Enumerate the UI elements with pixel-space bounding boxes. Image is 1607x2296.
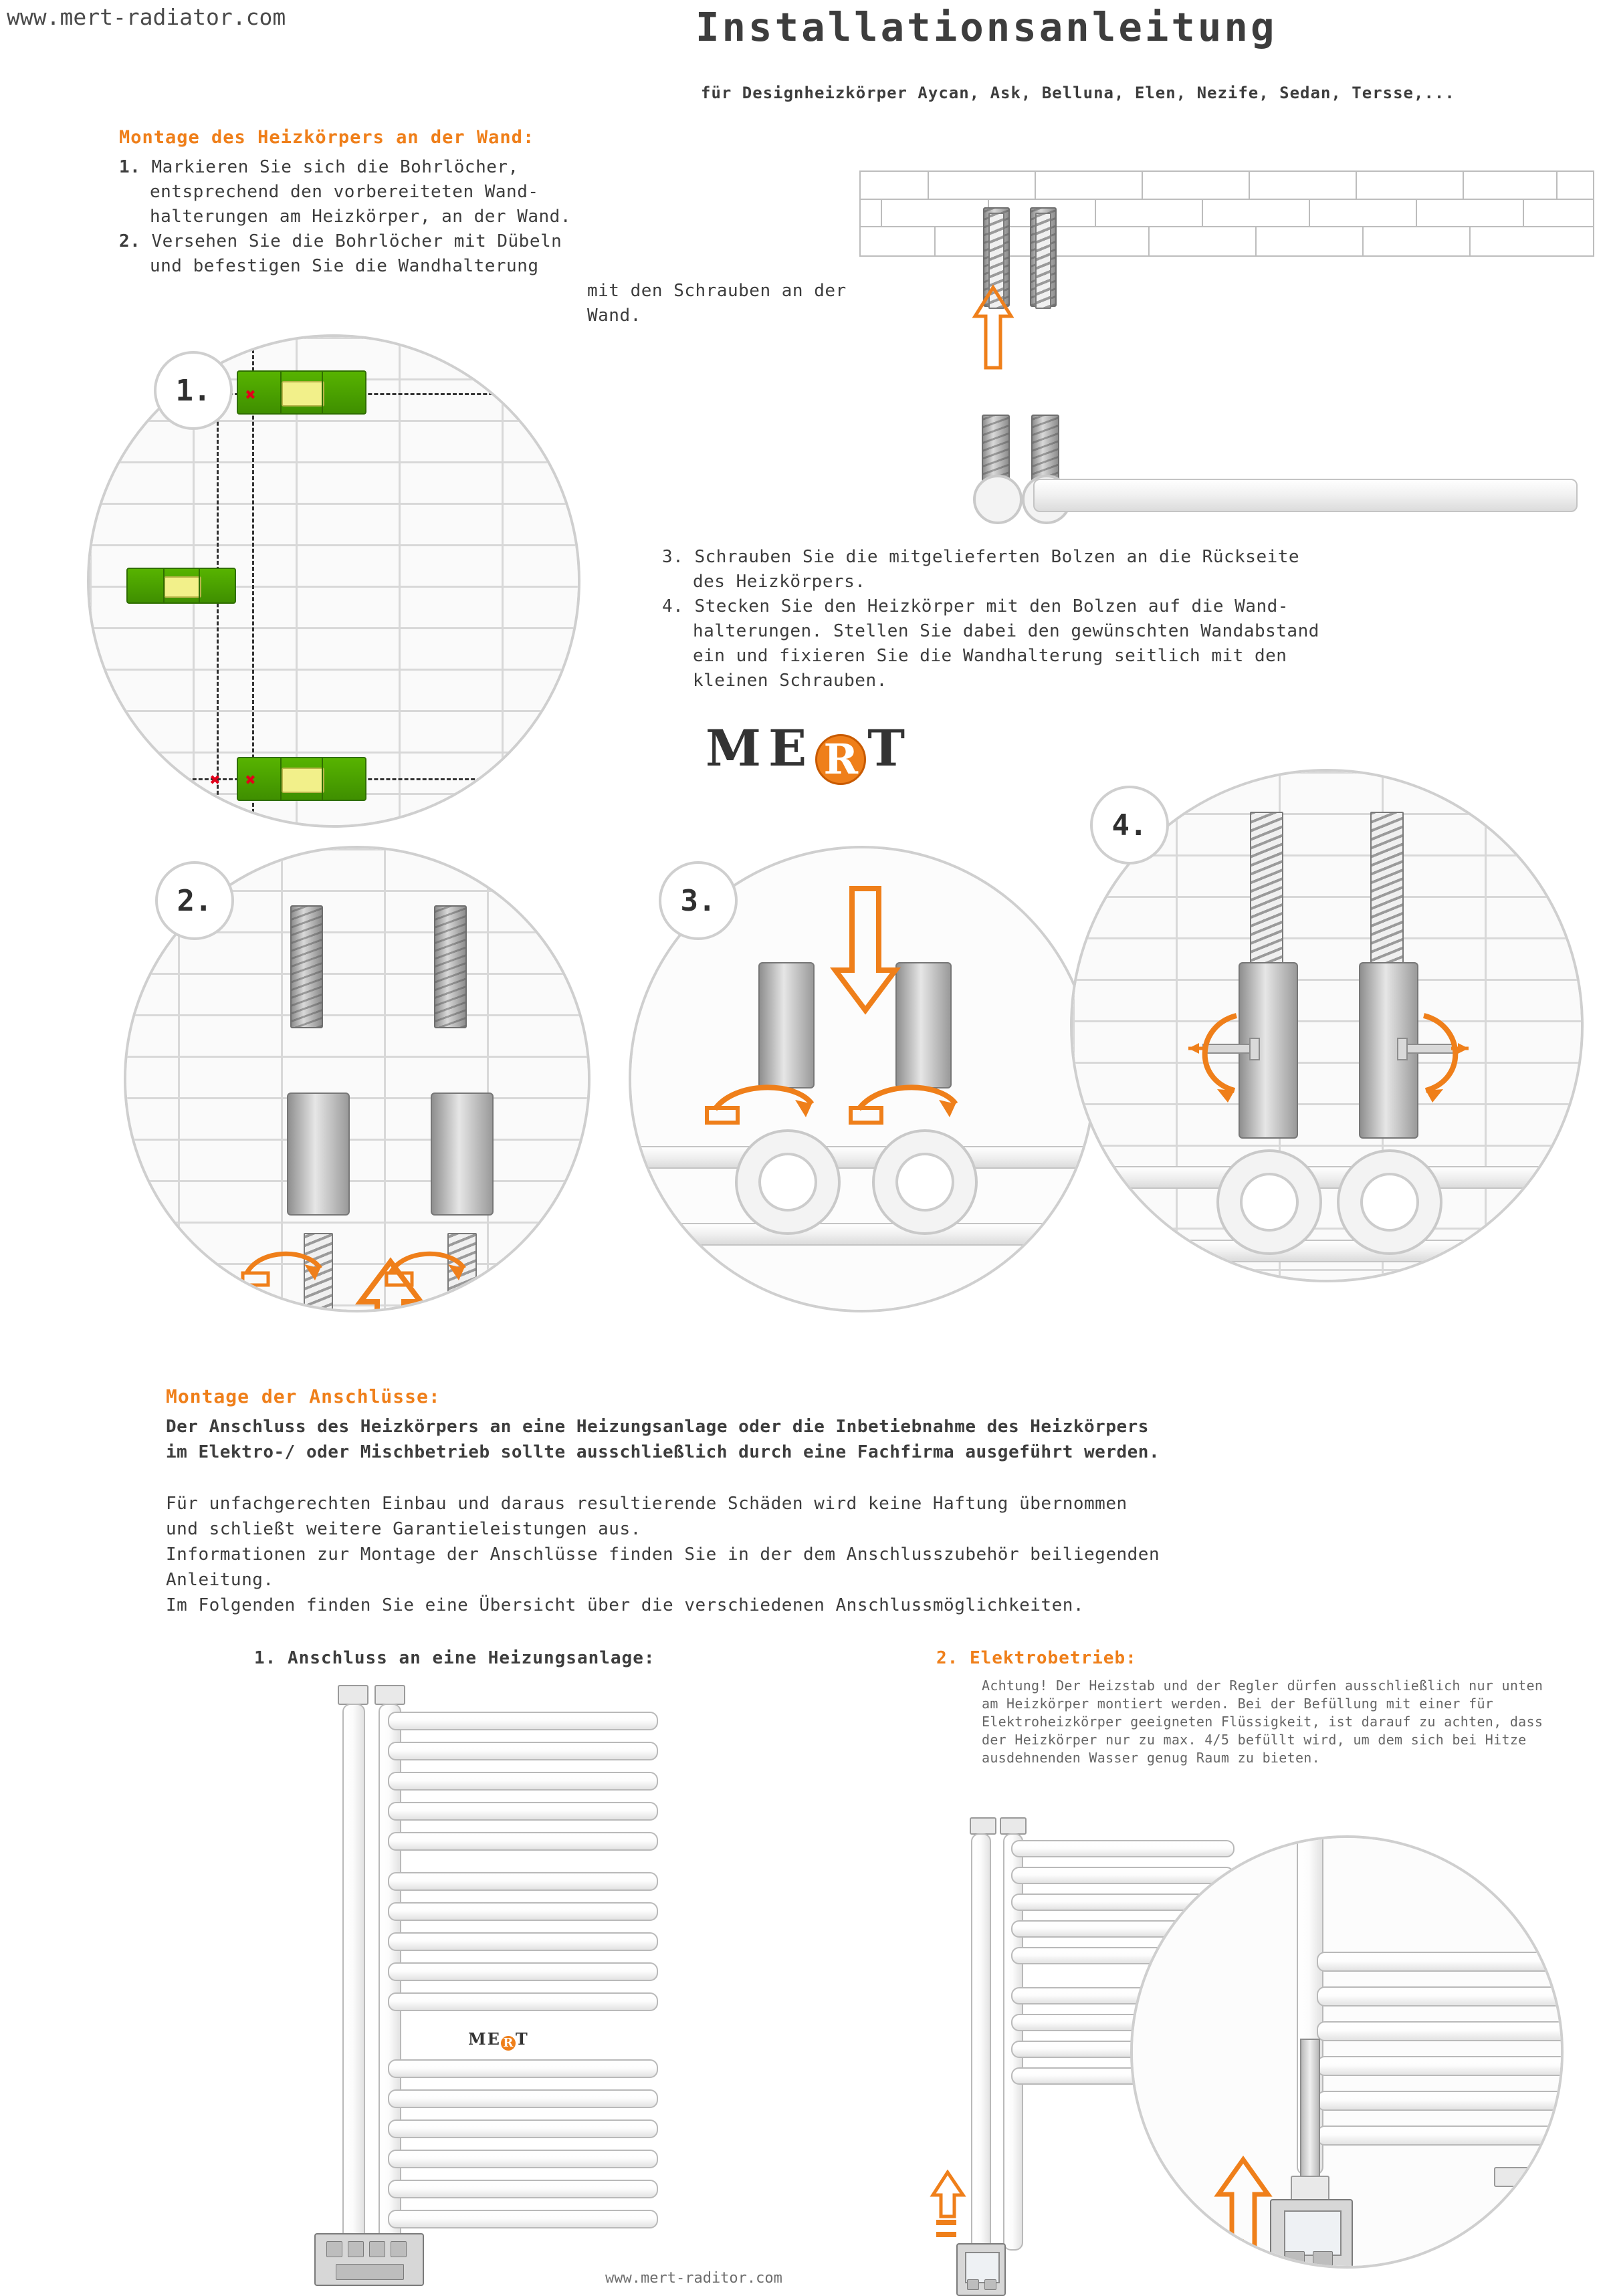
site-url-footer: www.mert-raditor.com: [605, 2270, 782, 2287]
section2-body-text: [166, 1491, 1584, 1618]
radiator-rail-step4-lower: [1070, 1240, 1584, 1262]
wall-screw-step4-right: [1370, 812, 1404, 968]
step-4-line2: halterungen. Stellen Sie dabei den gewünschten Wandabstand: [693, 621, 1319, 641]
bracket-ring-left: [973, 475, 1023, 524]
drill-mark-3: ✖: [210, 770, 221, 790]
section1-steps: [119, 155, 908, 328]
logo-letter-t: T: [867, 719, 913, 778]
section2-bold-line1: Der Anschluss des Heizkörpers an eine Heizungsanlage oder die Inbetiebnahme des Heizkörpers: [166, 1417, 1149, 1437]
electric-controller-detail: [1270, 2199, 1353, 2269]
step-4: [662, 594, 1592, 693]
radiator-rail-step3-lower: [629, 1223, 1095, 1246]
step-1-line1: Markieren Sie sich die Bohrlöcher,: [151, 157, 519, 177]
mert-logo: [706, 719, 912, 785]
step-3-line2: des Heizkörpers.: [693, 572, 866, 592]
step-1-number: 1.: [119, 157, 141, 177]
badge-step-1: 1.: [154, 351, 233, 430]
step-2-line1: Versehen Sie die Bohrlöcher mit Dübeln: [151, 231, 562, 251]
radiator-rail-step3-upper: [629, 1146, 1095, 1169]
arrow-up-electric-detail: [1213, 2156, 1273, 2263]
wall-screw-step4-left: [1250, 812, 1283, 968]
connection-2-note: Achtung! Der Heizstab und der Regler dürfen ausschließlich nur unten am Heizkörper montiert werden. Bei der Befüllung mit einer für Elektroheizkörper geeigneten Flüssigkeit, ist darauf zu achten, dass der Heizkörper nur zu max. 4/5 befüllt wird, um dem sich bei Hitze ausdehnenden Wasser genug Raum zu bieten.: [982, 1678, 1543, 1766]
page-title: Installationsanleitung: [695, 4, 1277, 50]
section2-bold-line2: im Elektro-/ oder Mischbetrieb sollte ausschließlich durch eine Fachfirma ausgeführt werden.: [166, 1442, 1160, 1462]
logo-small-r: R: [501, 2036, 516, 2051]
step-2-number: 2.: [119, 231, 141, 251]
radiator-rail-top: [1033, 479, 1578, 512]
bracket-ring-inner-step4-left: [1240, 1173, 1299, 1232]
rotate-arrow-step4-left-icon: [1173, 1002, 1253, 1103]
bracket-ring-inner-step3-right: [895, 1153, 954, 1212]
mert-logo-small: [468, 2029, 529, 2051]
section2-line1: Für unfachgerechten Einbau und daraus resultierende Schäden wird keine Haftung übernommen: [166, 1494, 1128, 1514]
arrow-up-step2: [354, 1256, 427, 1312]
section1-heading: Montage des Heizkörpers an der Wand:: [119, 127, 535, 148]
step-3-line1: Schrauben Sie die mitgelieferten Bolzen an die Rückseite: [694, 547, 1300, 567]
bracket-cylinder-right: [431, 1093, 494, 1216]
step-2-line2: und befestigen Sie die Wandhalterung: [150, 256, 539, 276]
wall-strip-illustration: [859, 170, 1594, 257]
logo-small-e: E: [487, 2029, 501, 2049]
step-3: [662, 545, 1592, 594]
section2-line2: und schließt weitere Garantieleistungen aus.: [166, 1519, 641, 1539]
logo-letter-m: M: [706, 719, 769, 778]
page-subtitle: für Designheizkörper Aycan, Ask, Belluna, Elen, Nezife, Sedan, Tersse,...: [701, 84, 1455, 102]
logo-small-t: T: [515, 2029, 529, 2049]
circle-electric-detail: [1130, 1835, 1564, 2269]
arrow-down-step3: [829, 882, 902, 1016]
step-3-number: 3.: [662, 547, 684, 567]
electric-left-riser: [971, 1833, 991, 2251]
section2-heading: Montage der Anschlüsse:: [166, 1385, 441, 1407]
drill-mark-2: ✖: [245, 385, 256, 405]
rotate-arrow-bolt-right-icon: [845, 1069, 966, 1143]
arrow-up-wall: [970, 284, 1016, 371]
spirit-level-top: [237, 370, 366, 415]
step-1-line2: entsprechend den vorbereiteten Wand-: [150, 182, 539, 202]
drill-mark-4: ✖: [245, 770, 256, 790]
logo-letter-e: E: [768, 719, 815, 778]
dowel-left: [290, 905, 323, 1028]
dowel-right: [434, 905, 467, 1028]
step-1: [119, 155, 908, 229]
step-4-number: 4.: [662, 596, 684, 616]
heating-rod: [1300, 2039, 1320, 2188]
bracket-cylinder-left: [287, 1093, 350, 1216]
bracket-ring-inner-step4-right: [1360, 1173, 1419, 1232]
wall-screw-right: [1035, 213, 1051, 309]
section1-steps-right: [662, 545, 1592, 693]
step-1-line3: halterungen am Heizkörper, an der Wand.: [150, 207, 571, 227]
section2-line4: Anleitung.: [166, 1570, 274, 1590]
badge-step-4: 4.: [1090, 786, 1169, 865]
section2-line3: Informationen zur Montage der Anschlüsse finden Sie in der dem Anschlusszubehör beiliegenden: [166, 1544, 1160, 1565]
radiator-rail-step4-upper: [1070, 1166, 1584, 1189]
section2-bold-text: [166, 1414, 1584, 1465]
bracket-ring-inner-step3-left: [758, 1153, 817, 1212]
electric-controller-bottom: [956, 2243, 1006, 2296]
step-4-line3: ein und fixieren Sie die Wandhalterung seitlich mit den: [693, 646, 1287, 666]
connection-2-title: 2. Elektrobetrieb:: [936, 1648, 1137, 1668]
section2-line5: Im Folgenden finden Sie eine Übersicht über die verschiedenen Anschlussmöglichkeiten.: [166, 1595, 1085, 1615]
site-url-top: www.mert-radiator.com: [7, 4, 286, 30]
logo-letter-r: R: [815, 734, 866, 785]
radiator-left-riser: [342, 1704, 365, 2268]
step-2-line3: mit den Schrauben an der Wand.: [587, 281, 847, 326]
step-2: [119, 229, 908, 328]
rotate-arrow-step4-right-icon: [1407, 1002, 1487, 1103]
logo-small-m: M: [468, 2029, 488, 2049]
spirit-level-bottom: [237, 757, 366, 801]
step-4-line4: kleinen Schrauben.: [693, 671, 887, 691]
connection-1-title: 1. Anschluss an eine Heizungsanlage:: [254, 1648, 655, 1668]
badge-step-3: 3.: [659, 861, 738, 940]
badge-step-2: 2.: [155, 861, 234, 940]
heating-connector-block: [314, 2233, 424, 2286]
step-4-line1: Stecken Sie den Heizkörper mit den Bolzen auf die Wand-: [694, 596, 1289, 616]
spirit-level-middle: [126, 568, 236, 604]
rotate-arrow-right-icon: [240, 1236, 327, 1296]
